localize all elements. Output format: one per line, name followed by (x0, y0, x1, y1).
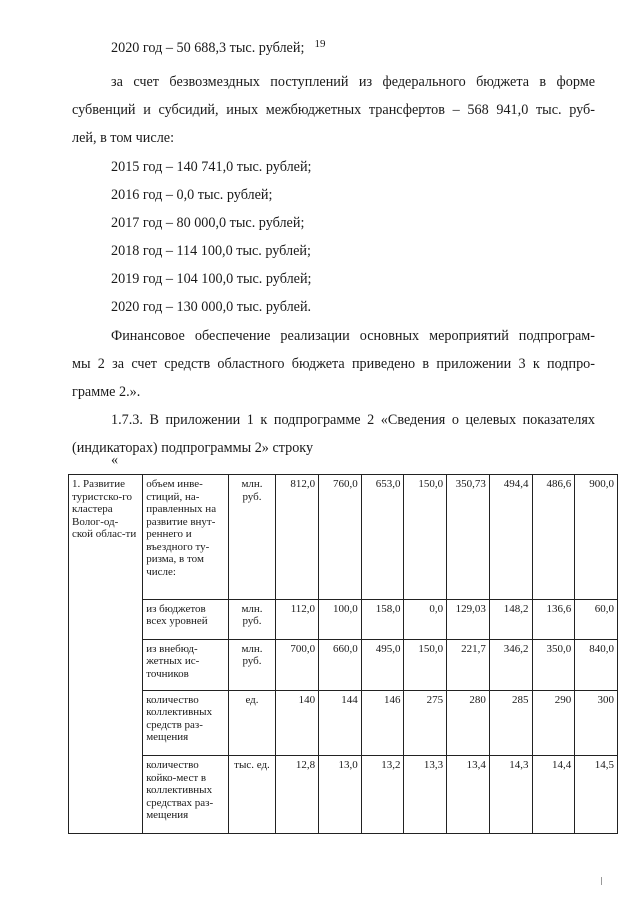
value-cell: 14,4 (532, 756, 575, 834)
value-cell: 812,0 (276, 475, 319, 600)
value-cell: 275 (404, 690, 447, 755)
value-cell: 12,8 (276, 756, 319, 834)
year-line-2019: 2019 год – 104 100,0 тыс. рублей; (111, 271, 312, 287)
table-row (69, 599, 618, 639)
indicator-cell: объем инве-стиций, на-правленных на развитие внут-реннего и въездного ту-ризма, в том числе: (143, 475, 228, 600)
value-cell: 495,0 (361, 639, 404, 690)
value-cell: 146 (361, 690, 404, 755)
unit-cell: млн. руб. (228, 475, 276, 600)
value-cell: 100,0 (319, 599, 362, 639)
value-cell: 221,7 (447, 639, 490, 690)
paragraph-appendix-line-1: 1.7.3. В приложении 1 к подпрограмме 2 «Сведения о целевых показателях (111, 412, 595, 428)
paragraph-finance-line-2: мы 2 за счет средств областного бюджета приведено в приложении 3 к подпро- (72, 356, 595, 372)
value-cell: 346,2 (489, 639, 532, 690)
indicator-cell: из бюджетов всех уровней (143, 599, 228, 639)
table-row (69, 639, 618, 690)
unit-cell: тыс. ед. (228, 756, 276, 834)
paragraph-appendix-line-2: (индикаторах) подпрограммы 2» строку (72, 440, 314, 456)
value-cell: 900,0 (575, 475, 618, 600)
indicator-cell: количество койко-мест в коллективных средствах раз-мещения (143, 756, 228, 834)
value-cell: 0,0 (404, 599, 447, 639)
unit-cell: ед. (228, 690, 276, 755)
value-cell: 486,6 (532, 475, 575, 600)
value-cell: 700,0 (276, 639, 319, 690)
value-cell: 653,0 (361, 475, 404, 600)
table-row (69, 690, 618, 755)
value-cell: 150,0 (404, 639, 447, 690)
paragraph-federal-line-2: субвенций и субсидий, иных межбюджетных трансфертов – 568 941,0 тыс. руб- (72, 102, 595, 118)
value-cell: 660,0 (319, 639, 362, 690)
page-number: 19 (314, 38, 326, 50)
value-cell: 350,73 (447, 475, 490, 600)
value-cell: 13,0 (319, 756, 362, 834)
value-cell: 148,2 (489, 599, 532, 639)
unit-cell: млн. руб. (228, 599, 276, 639)
value-cell: 136,6 (532, 599, 575, 639)
value-cell: 14,3 (489, 756, 532, 834)
year-line-2016: 2016 год – 0,0 тыс. рублей; (111, 187, 273, 203)
value-cell: 350,0 (532, 639, 575, 690)
unit-cell: млн. руб. (228, 639, 276, 690)
value-cell: 140 (276, 690, 319, 755)
opening-quote: « (111, 452, 119, 468)
value-cell: 840,0 (575, 639, 618, 690)
value-cell: 150,0 (404, 475, 447, 600)
value-cell: 144 (319, 690, 362, 755)
value-cell: 285 (489, 690, 532, 755)
table-row (69, 475, 618, 600)
value-cell: 494,4 (489, 475, 532, 600)
paragraph-finance-line-1: Финансовое обеспечение реализации основных мероприятий подпрограм- (111, 328, 595, 344)
value-cell: 60,0 (575, 599, 618, 639)
indicator-cell: из внебюд-жетных ис-точников (143, 639, 228, 690)
value-cell: 158,0 (361, 599, 404, 639)
paragraph-finance-line-3: грамме 2.». (72, 384, 141, 400)
value-cell: 760,0 (319, 475, 362, 600)
year-line-2020: 2020 год – 130 000,0 тыс. рублей. (111, 299, 312, 315)
year-line-2015: 2015 год – 140 741,0 тыс. рублей; (111, 159, 312, 175)
value-cell: 290 (532, 690, 575, 755)
group-label-cell: 1. Развитие туристско-го кластера Волог-од-ской облас-ти (69, 475, 143, 834)
indicators-table (68, 474, 618, 834)
value-cell: 129,03 (447, 599, 490, 639)
value-cell: 13,4 (447, 756, 490, 834)
year-line-2018: 2018 год – 114 100,0 тыс. рублей; (111, 243, 311, 259)
value-cell: 14,5 (575, 756, 618, 834)
value-cell: 13,2 (361, 756, 404, 834)
table-row (69, 756, 618, 834)
paragraph-federal-line-3: лей, в том числе: (72, 130, 175, 146)
value-cell: 13,3 (404, 756, 447, 834)
value-cell: 112,0 (276, 599, 319, 639)
year-line-2017: 2017 год – 80 000,0 тыс. рублей; (111, 215, 305, 231)
scan-mark (601, 877, 602, 885)
indicator-cell: количество коллективных средств раз-мещения (143, 690, 228, 755)
paragraph-federal-line-1: за счет безвозмездных поступлений из федерального бюджета в форме (111, 74, 595, 90)
value-cell: 280 (447, 690, 490, 755)
budget-line-2020-total: 2020 год – 50 688,3 тыс. рублей; (111, 40, 305, 56)
value-cell: 300 (575, 690, 618, 755)
